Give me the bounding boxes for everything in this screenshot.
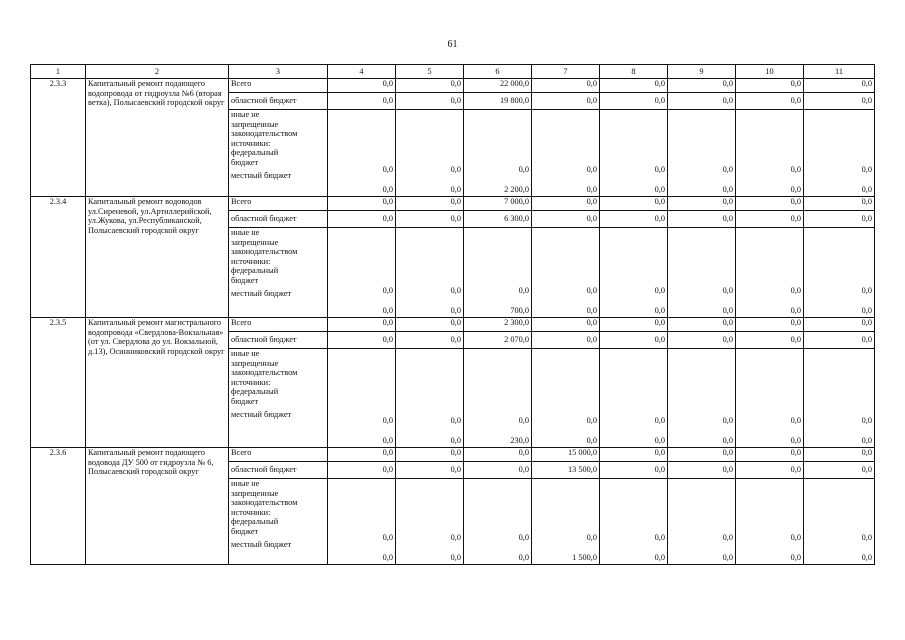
source-label: областной бюджет (229, 211, 328, 228)
value-cell: 0,0 (600, 93, 668, 110)
value-cell: 2 300,0 (464, 318, 532, 332)
header-cell: 7 (532, 65, 600, 79)
federal-value: 0,0 (790, 286, 801, 295)
value-cell: 0,0 (668, 332, 736, 349)
local-value: 0,0 (722, 306, 733, 315)
other-sources-label: иные не запрещенные законодательством источники: (231, 349, 298, 387)
value-cell: 0,0 (804, 462, 875, 479)
value-cell (600, 110, 668, 197)
federal-value: 0,0 (586, 533, 597, 542)
local-value: 0,0 (382, 306, 393, 315)
value-cell: 0,0 (668, 448, 736, 462)
federal-value: 0,0 (790, 533, 801, 542)
value-cell: 0,0 (532, 93, 600, 110)
federal-value: 0,0 (654, 416, 665, 425)
value-cell: 0,0 (396, 211, 464, 228)
federal-value: 0,0 (861, 165, 872, 174)
table-row (31, 197, 875, 211)
item-title: Капитальный ремонт магистрального водопровода «Свердлова-Вокзальная» (от ул. Свердлова до ул. Вокзальной, д.13), Осинниковский городской округ (86, 318, 229, 448)
local-value: 0,0 (790, 306, 801, 315)
local-value: 0,0 (654, 185, 665, 194)
local-budget-label: местный бюджет (231, 539, 292, 549)
other-sources-label: иные не запрещенные законодательством источники: (231, 110, 298, 148)
value-cell (804, 349, 875, 448)
federal-value: 0,0 (450, 165, 461, 174)
value-cell: 0,0 (328, 448, 396, 462)
federal-value: 0,0 (450, 286, 461, 295)
value-cell: 0,0 (532, 318, 600, 332)
header-cell: 9 (668, 65, 736, 79)
value-cell: 0,0 (328, 318, 396, 332)
value-cell (396, 228, 464, 318)
header-cell: 8 (600, 65, 668, 79)
federal-value: 0,0 (654, 165, 665, 174)
header-row (31, 65, 875, 79)
federal-value: 0,0 (586, 416, 597, 425)
value-cell (532, 228, 600, 318)
local-value: 0,0 (586, 436, 597, 445)
value-cell: 0,0 (532, 332, 600, 349)
federal-value: 0,0 (861, 286, 872, 295)
local-value: 2 200,0 (504, 185, 529, 194)
local-value: 1 500,0 (572, 553, 597, 562)
federal-value: 0,0 (861, 416, 872, 425)
value-cell (804, 228, 875, 318)
header-cell: 5 (396, 65, 464, 79)
federal-value: 0,0 (654, 533, 665, 542)
value-cell: 0,0 (668, 211, 736, 228)
local-value: 0,0 (654, 436, 665, 445)
value-cell: 0,0 (396, 79, 464, 93)
federal-value: 0,0 (722, 416, 733, 425)
federal-value: 0,0 (518, 533, 529, 542)
source-label: областной бюджет (229, 332, 328, 349)
item-title: Капитальный ремонт водоводов ул.Сиреневой, ул.Артиллерийской, ул.Жукова, ул.Республиканской, Полысаевский городской округ (86, 197, 229, 318)
local-budget-label: местный бюджет (231, 288, 292, 298)
federal-value: 0,0 (586, 165, 597, 174)
value-cell: 0,0 (600, 197, 668, 211)
value-cell: 0,0 (804, 79, 875, 93)
local-value: 0,0 (790, 553, 801, 562)
local-value: 230,0 (510, 436, 529, 445)
federal-value: 0,0 (382, 165, 393, 174)
item-code: 2.3.6 (31, 448, 86, 565)
federal-value: 0,0 (790, 165, 801, 174)
value-cell: 0,0 (736, 197, 804, 211)
value-cell: 0,0 (328, 462, 396, 479)
local-value: 0,0 (450, 306, 461, 315)
header-cell: 4 (328, 65, 396, 79)
item-title: Капитальный ремонт подающего водовода ДУ 500 от гидроузла № 6, Полысаевский городской округ (86, 448, 229, 565)
value-cell (396, 479, 464, 565)
value-cell (328, 349, 396, 448)
other-sources-cell (229, 228, 328, 318)
federal-value: 0,0 (382, 286, 393, 295)
value-cell: 0,0 (396, 448, 464, 462)
value-cell: 0,0 (600, 79, 668, 93)
value-cell (600, 228, 668, 318)
value-cell: 0,0 (600, 318, 668, 332)
source-label: областной бюджет (229, 93, 328, 110)
table-row (31, 318, 875, 332)
federal-value: 0,0 (722, 533, 733, 542)
value-cell (464, 349, 532, 448)
federal-value: 0,0 (518, 165, 529, 174)
value-cell (532, 479, 600, 565)
local-value: 0,0 (450, 436, 461, 445)
value-cell: 0,0 (804, 197, 875, 211)
local-value: 0,0 (654, 306, 665, 315)
value-cell: 0,0 (600, 462, 668, 479)
local-budget-label: местный бюджет (231, 170, 292, 180)
header-cell: 10 (736, 65, 804, 79)
local-value: 0,0 (722, 185, 733, 194)
item-code: 2.3.3 (31, 79, 86, 197)
federal-budget-label: федеральный бюджет (231, 517, 279, 536)
other-sources-cell (229, 349, 328, 448)
local-value: 0,0 (450, 553, 461, 562)
federal-value: 0,0 (450, 416, 461, 425)
local-value: 0,0 (722, 553, 733, 562)
federal-budget-label: федеральный бюджет (231, 266, 279, 285)
federal-value: 0,0 (586, 286, 597, 295)
value-cell: 0,0 (600, 211, 668, 228)
value-cell: 0,0 (328, 93, 396, 110)
header-cell: 3 (229, 65, 328, 79)
value-cell: 7 000,0 (464, 197, 532, 211)
value-cell: 0,0 (668, 79, 736, 93)
value-cell: 0,0 (736, 93, 804, 110)
item-title: Капитальный ремонт подающего водопровода от гидроузла №6 (вторая ветка), Полысаевский городской округ (86, 79, 229, 197)
federal-value: 0,0 (518, 416, 529, 425)
value-cell: 0,0 (736, 448, 804, 462)
value-cell: 0,0 (532, 211, 600, 228)
value-cell: 0,0 (804, 211, 875, 228)
value-cell: 0,0 (668, 462, 736, 479)
federal-value: 0,0 (861, 533, 872, 542)
value-cell: 0,0 (668, 318, 736, 332)
table-body (31, 79, 875, 565)
local-budget-label: местный бюджет (231, 409, 292, 419)
other-sources-cell (229, 110, 328, 197)
value-cell: 0,0 (804, 448, 875, 462)
item-code: 2.3.5 (31, 318, 86, 448)
other-sources-label: иные не запрещенные законодательством источники: (231, 228, 298, 266)
source-label: Всего (229, 79, 328, 93)
value-cell: 0,0 (736, 318, 804, 332)
federal-budget-label: федеральный бюджет (231, 148, 279, 167)
value-cell: 0,0 (804, 332, 875, 349)
value-cell (668, 349, 736, 448)
value-cell: 0,0 (804, 93, 875, 110)
federal-value: 0,0 (790, 416, 801, 425)
value-cell: 0,0 (668, 93, 736, 110)
value-cell (600, 349, 668, 448)
value-cell: 0,0 (396, 462, 464, 479)
value-cell: 19 800,0 (464, 93, 532, 110)
local-value: 0,0 (382, 436, 393, 445)
value-cell (396, 349, 464, 448)
value-cell (328, 228, 396, 318)
value-cell: 0,0 (396, 93, 464, 110)
value-cell: 0,0 (464, 462, 532, 479)
value-cell: 2 070,0 (464, 332, 532, 349)
local-value: 0,0 (861, 436, 872, 445)
value-cell (804, 110, 875, 197)
value-cell (532, 110, 600, 197)
item-code: 2.3.4 (31, 197, 86, 318)
source-label: Всего (229, 448, 328, 462)
local-value: 0,0 (518, 553, 529, 562)
other-sources-cell (229, 479, 328, 565)
value-cell: 0,0 (532, 79, 600, 93)
local-value: 0,0 (586, 185, 597, 194)
value-cell (328, 110, 396, 197)
value-cell (736, 479, 804, 565)
federal-value: 0,0 (382, 416, 393, 425)
value-cell (736, 228, 804, 318)
federal-value: 0,0 (382, 533, 393, 542)
value-cell: 0,0 (328, 197, 396, 211)
value-cell: 6 300,0 (464, 211, 532, 228)
value-cell: 0,0 (328, 332, 396, 349)
value-cell: 22 000,0 (464, 79, 532, 93)
local-value: 0,0 (790, 185, 801, 194)
value-cell: 0,0 (736, 79, 804, 93)
header-cell: 6 (464, 65, 532, 79)
value-cell: 0,0 (736, 332, 804, 349)
value-cell (736, 110, 804, 197)
value-cell: 0,0 (668, 197, 736, 211)
local-value: 0,0 (861, 306, 872, 315)
value-cell: 13 500,0 (532, 462, 600, 479)
local-value: 700,0 (510, 306, 529, 315)
value-cell: 0,0 (328, 79, 396, 93)
budget-table (30, 64, 875, 565)
value-cell (464, 110, 532, 197)
header-cell: 11 (804, 65, 875, 79)
federal-value: 0,0 (722, 165, 733, 174)
value-cell: 15 000,0 (532, 448, 600, 462)
page-number: 61 (447, 39, 458, 50)
value-cell: 0,0 (464, 448, 532, 462)
other-sources-label: иные не запрещенные законодательством источники: (231, 479, 298, 517)
value-cell: 0,0 (396, 332, 464, 349)
header-cell: 2 (86, 65, 229, 79)
value-cell (464, 479, 532, 565)
local-value: 0,0 (382, 553, 393, 562)
local-value: 0,0 (861, 553, 872, 562)
value-cell (668, 479, 736, 565)
value-cell (396, 110, 464, 197)
value-cell: 0,0 (804, 318, 875, 332)
federal-value: 0,0 (722, 286, 733, 295)
value-cell: 0,0 (600, 448, 668, 462)
local-value: 0,0 (722, 436, 733, 445)
local-value: 0,0 (861, 185, 872, 194)
value-cell: 0,0 (532, 197, 600, 211)
value-cell: 0,0 (600, 332, 668, 349)
value-cell: 0,0 (396, 318, 464, 332)
value-cell (464, 228, 532, 318)
value-cell (736, 349, 804, 448)
value-cell: 0,0 (736, 211, 804, 228)
source-label: Всего (229, 197, 328, 211)
value-cell (668, 110, 736, 197)
local-value: 0,0 (586, 306, 597, 315)
federal-value: 0,0 (654, 286, 665, 295)
header-cell: 1 (31, 65, 86, 79)
table-row (31, 79, 875, 93)
table-row (31, 448, 875, 462)
value-cell: 0,0 (396, 197, 464, 211)
local-value: 0,0 (450, 185, 461, 194)
source-label: Всего (229, 318, 328, 332)
source-label: областной бюджет (229, 462, 328, 479)
federal-value: 0,0 (518, 286, 529, 295)
federal-budget-label: федеральный бюджет (231, 387, 279, 406)
value-cell: 0,0 (736, 462, 804, 479)
value-cell (668, 228, 736, 318)
local-value: 0,0 (654, 553, 665, 562)
federal-value: 0,0 (450, 533, 461, 542)
value-cell (600, 479, 668, 565)
local-value: 0,0 (382, 185, 393, 194)
local-value: 0,0 (790, 436, 801, 445)
value-cell (532, 349, 600, 448)
value-cell: 0,0 (328, 211, 396, 228)
value-cell (328, 479, 396, 565)
value-cell (804, 479, 875, 565)
